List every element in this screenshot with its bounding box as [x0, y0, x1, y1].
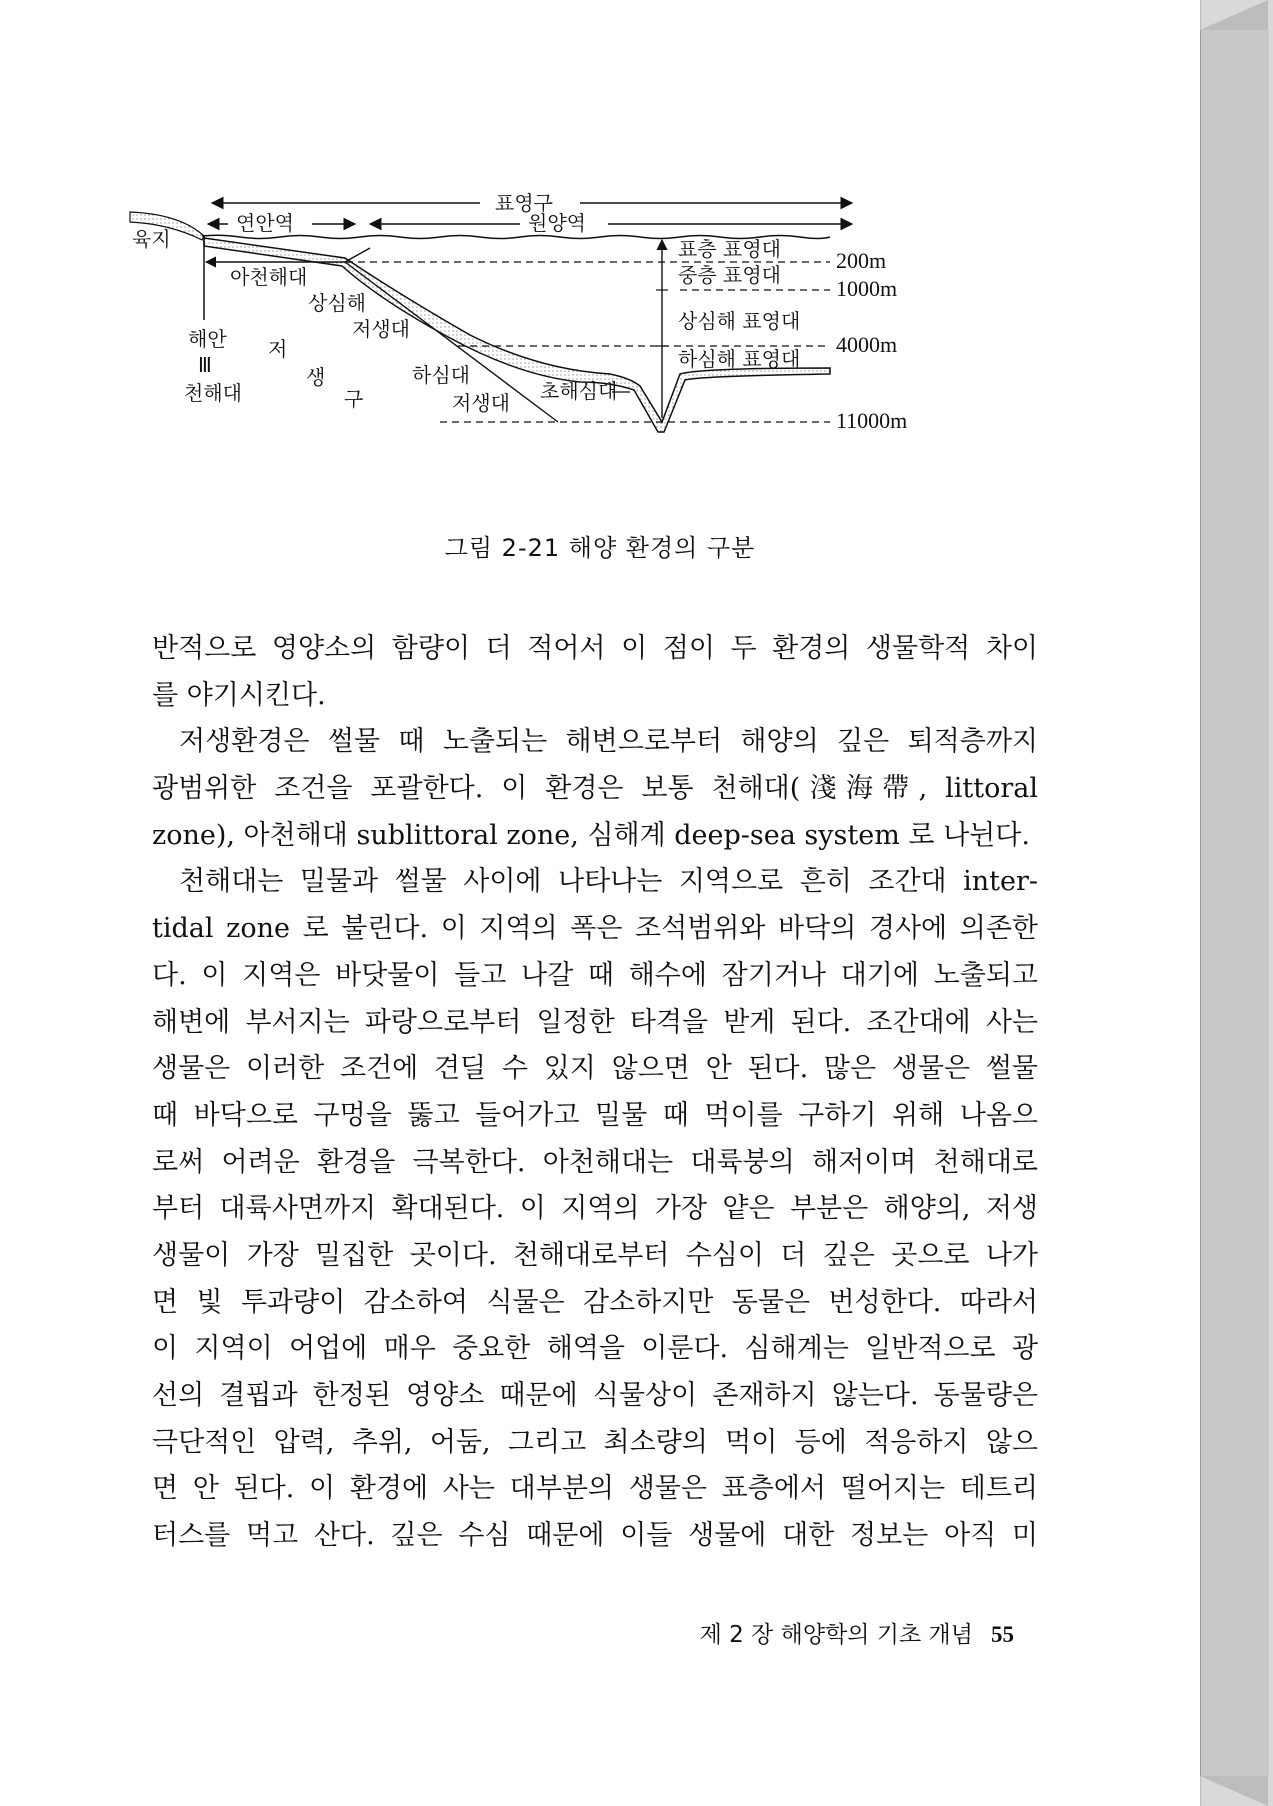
page-edge-top [1200, 0, 1268, 30]
text-line: 생물은 이러한 조건에 견딜 수 있지 않으면 안 된다. 많은 생물은 썰물 [152, 1053, 1038, 1085]
figure-caption: 그림 2-21 해양 환경의 구분 [444, 534, 756, 562]
text-line: 반적으로 영양소의 함량이 더 적어서 이 점이 두 환경의 생물학적 차이 [152, 633, 1038, 664]
text-line: 부터 대륙사면까지 확대된다. 이 지역의 가장 얕은 부분은 해양의, 저생 [152, 1193, 1038, 1225]
page-footer [700, 1616, 1014, 1649]
shelf-break-tick [345, 248, 370, 262]
upper-bathyal-label-1: 상심해 [308, 291, 366, 315]
page-edge-bottom [1200, 1776, 1268, 1806]
text-line: 로써 어려운 환경을 극복한다. 아천해대는 대륙붕의 해저이며 천해대로 [152, 1146, 1038, 1178]
text-line: 선의 결핍과 한정된 영양소 때문에 식물상이 존재하지 않는다. 동물량은 [152, 1380, 1038, 1411]
chapter-title: 제 2 장 해양학의 기초 개념 [699, 1622, 973, 1648]
text-line: tidal zone 로 불린다. 이 지역의 폭은 조석범위와 바닥의 경사에 의존한 [152, 913, 1038, 945]
littoral-label: 천해대 [184, 381, 242, 405]
text-line: 면 빛 투과량이 감소하여 식물은 감소하지만 동물은 번성한다. 따라서 [152, 1286, 1038, 1318]
land-label: 육지 [132, 227, 171, 251]
lower-bathyal-label-2: 저생대 [452, 391, 510, 415]
sublittoral-label: 아천해대 [230, 265, 308, 289]
depth-4000: 4000m [836, 332, 898, 357]
text-line: 이 지역이 어업에 매우 중요한 해역을 이룬다. 심해계는 일반적으로 광 [152, 1333, 1038, 1365]
lower-bathyal-label-1: 하심대 [412, 363, 470, 387]
bathypelagic-label: 상심해 표영대 [678, 309, 801, 333]
equals-label: Ⅲ [198, 353, 212, 377]
text-line: zone), 아천해대 sublittoral zone, 심해계 deep-sea system 로 나뉜다. [152, 819, 1030, 851]
page-number: 55 [991, 1622, 1014, 1647]
neritic-label: 연안역 [236, 211, 294, 235]
text-line: 저생환경은 썰물 때 노출되는 해변으로부터 해양의 깊은 퇴적층까지 [179, 726, 1038, 758]
text-line: 해변에 부서지는 파랑으로부터 일정한 타격을 받게 된다. 조간대에 사는 [152, 1006, 1038, 1038]
text-line: 극단적인 압력, 추위, 어둠, 그리고 최소량의 먹이 등에 적응하지 않으 [152, 1426, 1038, 1458]
text-line: 광범위한 조건을 포괄한다. 이 환경은 보통 천해대(淺海帶, littoral [152, 773, 1038, 805]
text-line: 생물이 가장 밀집한 곳이다. 천해대로부터 수심이 더 깊은 곳으로 나가 [152, 1239, 1038, 1271]
benthic-label-3: 구 [344, 387, 364, 411]
depth-1000: 1000m [836, 276, 898, 301]
coast-label: 해안 [188, 327, 227, 351]
epipelagic-label: 표층 표영대 [678, 237, 781, 261]
oceanic-label: 원양역 [528, 211, 586, 235]
abyssal-label: 초해심대 [540, 379, 618, 403]
benthic-label-2: 생 [306, 365, 326, 389]
text-line: 면 안 된다. 이 환경에 사는 대부분의 생물은 표층에서 떨어지는 테트리 [152, 1473, 1038, 1505]
benthic-label-1: 저 [268, 337, 288, 361]
abyssopelagic-label: 하심해 표영대 [678, 347, 801, 371]
depth-11000: 11000m [836, 408, 908, 433]
mesopelagic-label: 중층 표영대 [678, 263, 781, 287]
text-line: 때 바닥으로 구멍을 뚫고 들어가고 밀물 때 먹이를 구하기 위해 나옴으 [152, 1099, 1038, 1131]
text-line: 다. 이 지역은 바닷물이 들고 나갈 때 해수에 잠기거나 대기에 노출되고 [152, 959, 1038, 991]
body-text [152, 626, 1038, 1560]
depth-200: 200m [836, 248, 887, 273]
pelagic-label: 표영구 [495, 191, 553, 215]
ocean-zones-svg [132, 191, 1060, 540]
text-line: 터스를 먹고 산다. 깊은 수심 때문에 이들 생물에 대한 정보는 아직 미 [152, 1520, 1038, 1552]
text-line: 를 야기시킨다. [152, 679, 326, 711]
ocean-zones-diagram [132, 191, 1060, 540]
upper-bathyal-label-2: 저생대 [352, 317, 410, 341]
page-stack-edge [1200, 30, 1269, 1776]
text-line: 천해대는 밀물과 썰물 사이에 나타나는 지역으로 흔히 조간대 inter- [179, 866, 1038, 898]
